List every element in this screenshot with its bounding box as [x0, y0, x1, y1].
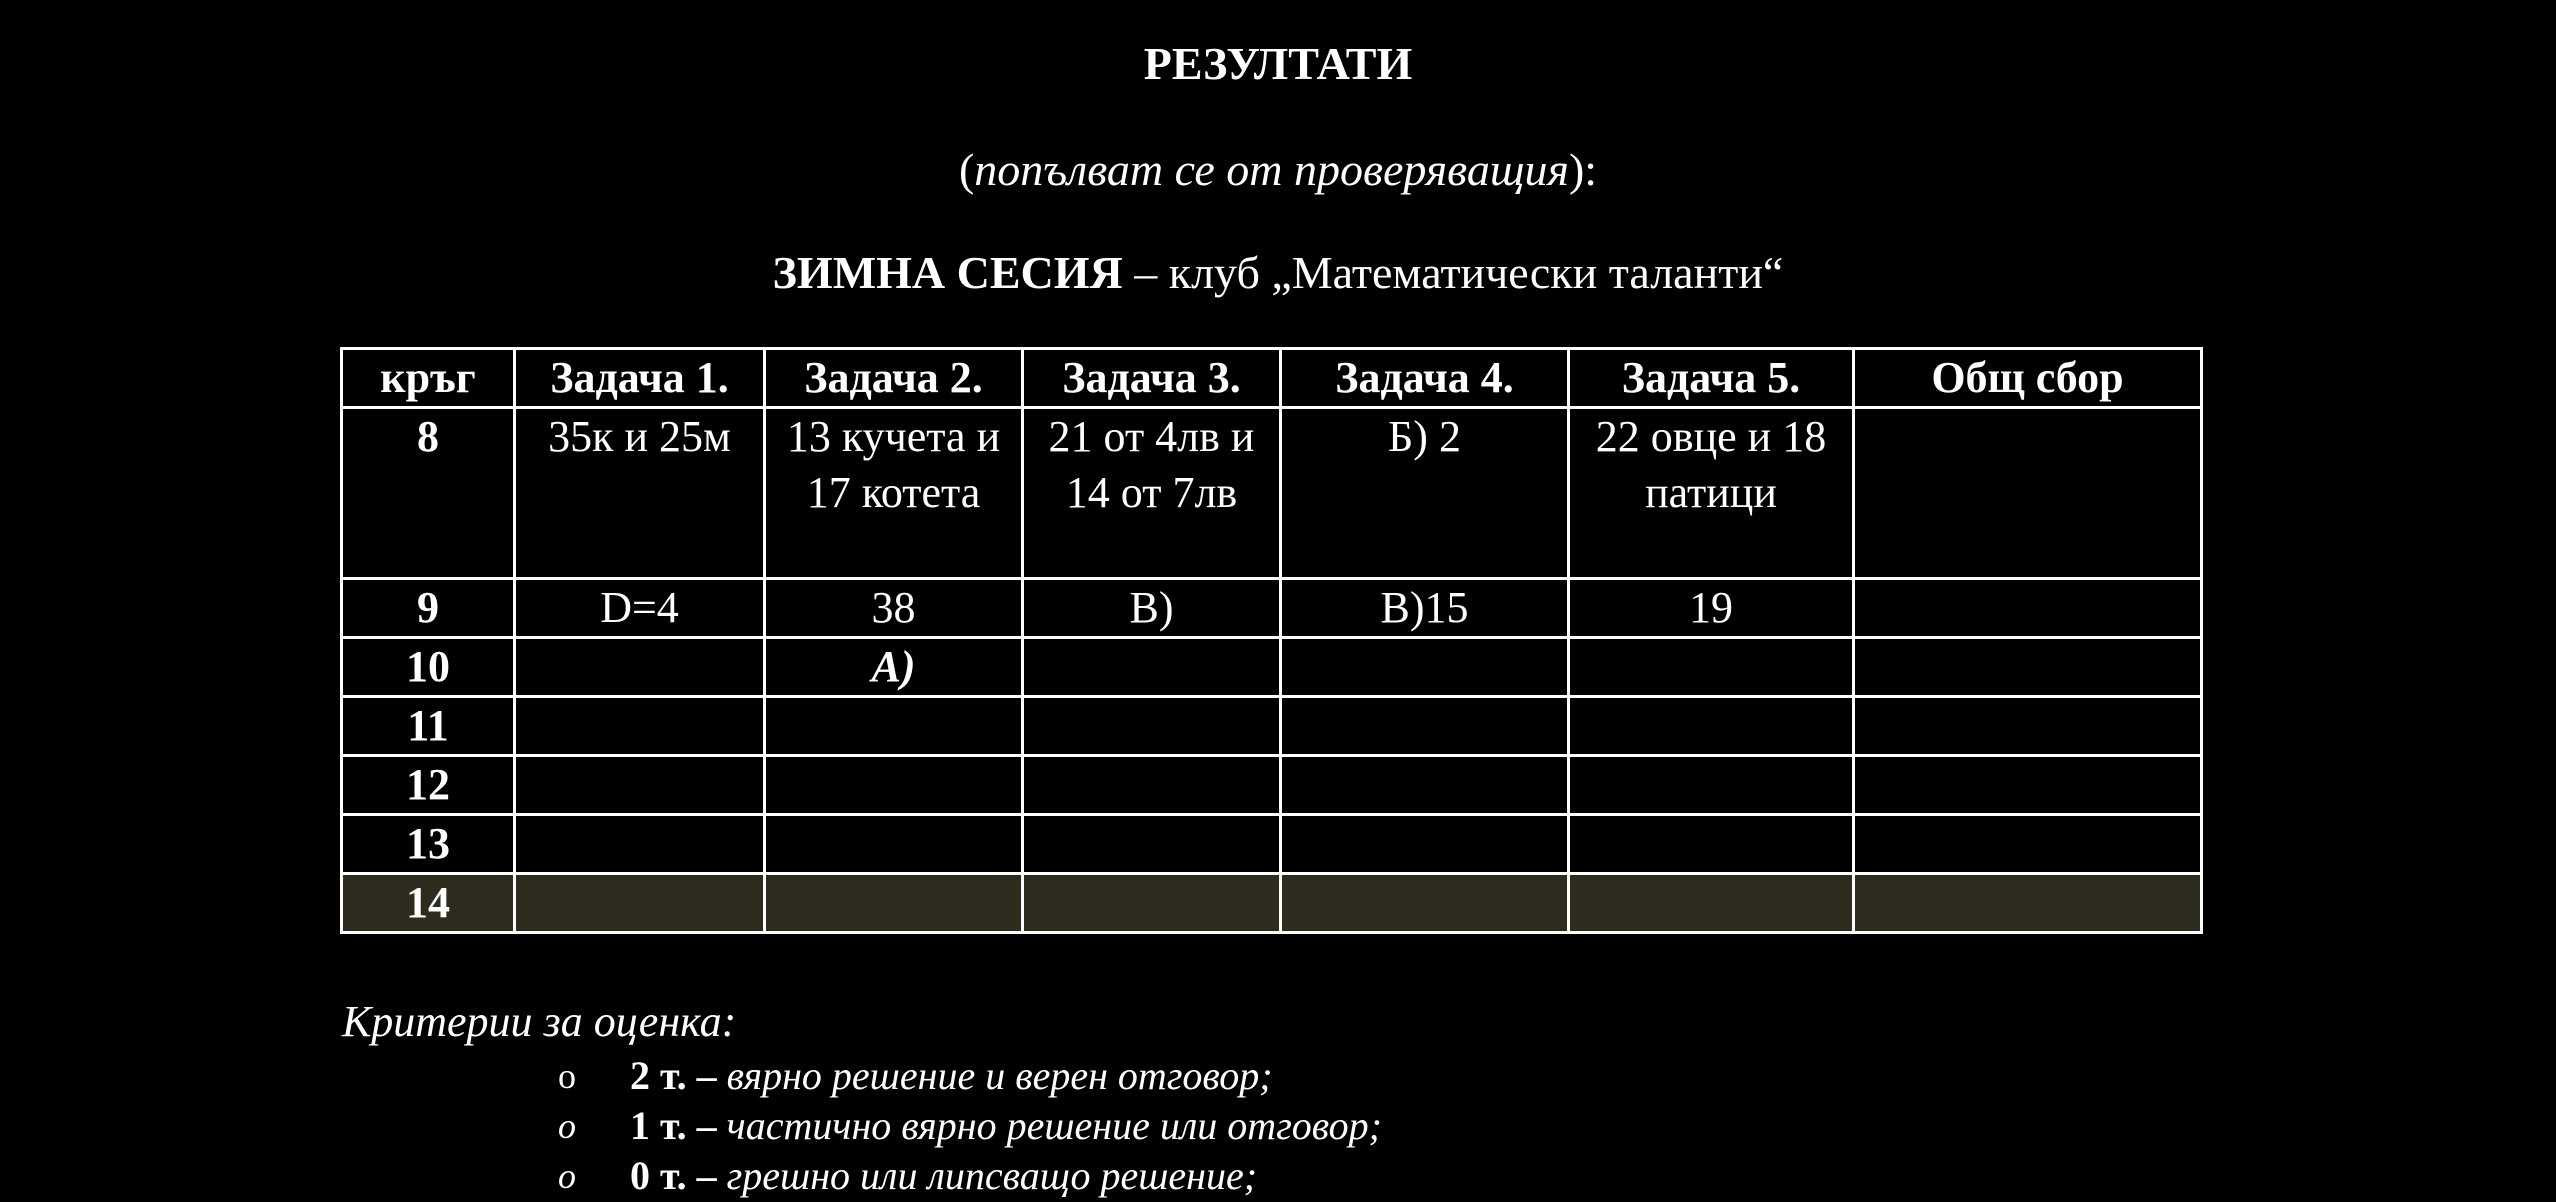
- table-row: [342, 697, 2202, 756]
- table-cell: 22 овце и 18 патици: [1569, 408, 1854, 579]
- table-cell: А): [765, 638, 1023, 697]
- table-cell: [515, 756, 765, 815]
- table-cell: [1023, 697, 1281, 756]
- column-header-round: кръг: [342, 349, 515, 408]
- table-cell: [765, 756, 1023, 815]
- table-cell: [1854, 756, 2202, 815]
- bullet-icon: o: [558, 1156, 576, 1196]
- table-cell: [1281, 756, 1569, 815]
- table-cell: 38: [765, 579, 1023, 638]
- table-cell: [515, 697, 765, 756]
- round-cell: 9: [342, 579, 515, 638]
- criteria-points: 0 т. –: [630, 1153, 717, 1198]
- round-cell: 10: [342, 638, 515, 697]
- subtitle-close: ):: [1568, 144, 1598, 195]
- column-header-task-3: Задача 3.: [1023, 349, 1281, 408]
- table-row: [342, 874, 2202, 933]
- table-cell: [1854, 579, 2202, 638]
- table-cell: [515, 815, 765, 874]
- criteria-text: [630, 1150, 1257, 1202]
- results-table: [340, 347, 2203, 934]
- table-cell: [1281, 638, 1569, 697]
- round-cell: 8: [342, 408, 515, 579]
- table-cell: [1281, 815, 1569, 874]
- table-cell: [1854, 408, 2202, 579]
- table-cell: 21 от 4лв и 14 от 7лв: [1023, 408, 1281, 579]
- table-header-row: [342, 349, 2202, 408]
- column-header-task-1: Задача 1.: [515, 349, 765, 408]
- table-row: [342, 815, 2202, 874]
- table-row: [342, 756, 2202, 815]
- round-cell: 11: [342, 697, 515, 756]
- table-cell: [1854, 697, 2202, 756]
- column-header-total: Общ сбор: [1854, 349, 2202, 408]
- criteria-points: 1 т. –: [630, 1103, 717, 1148]
- column-header-task-2: Задача 2.: [765, 349, 1023, 408]
- table-cell: [1854, 874, 2202, 933]
- table-cell: [1023, 815, 1281, 874]
- criteria-title: Критерии за оценка:: [342, 997, 737, 1046]
- criteria-description: частично вярно решение или отговор;: [716, 1103, 1382, 1148]
- column-header-task-4: Задача 4.: [1281, 349, 1569, 408]
- table-cell: [515, 638, 765, 697]
- criteria-description: вярно решение и верен отговор;: [716, 1053, 1273, 1098]
- table-cell: В): [1023, 579, 1281, 638]
- column-header-task-5: Задача 5.: [1569, 349, 1854, 408]
- bullet-icon: o: [558, 1106, 576, 1146]
- table-cell: В)15: [1281, 579, 1569, 638]
- subtitle: [0, 140, 2556, 200]
- table-cell: [1023, 756, 1281, 815]
- table-cell: [1569, 638, 1854, 697]
- criteria-points: 2 т. –: [630, 1053, 717, 1098]
- table-cell: Б) 2: [1281, 408, 1569, 579]
- table-cell: [1023, 874, 1281, 933]
- round-cell: 14: [342, 874, 515, 933]
- subtitle-open: (: [958, 144, 975, 195]
- table-cell: [765, 874, 1023, 933]
- table-cell: [765, 815, 1023, 874]
- table-cell: [1569, 756, 1854, 815]
- table-cell: [1569, 697, 1854, 756]
- table-cell: 35к и 25м: [515, 408, 765, 579]
- table-cell: [1569, 815, 1854, 874]
- table-cell: 13 кучета и 17 котета: [765, 408, 1023, 579]
- session-heading: [0, 243, 2556, 303]
- criteria-text: [630, 1100, 1382, 1152]
- table-cell: [1854, 815, 2202, 874]
- table-cell: [1281, 697, 1569, 756]
- table-cell: D=4: [515, 579, 765, 638]
- table-cell: [1854, 638, 2202, 697]
- subtitle-italic: попълват се от проверяващия: [974, 144, 1569, 195]
- table-row: [342, 408, 2202, 579]
- table-row: [342, 579, 2202, 638]
- table-cell: 19: [1569, 579, 1854, 638]
- table-row: [342, 638, 2202, 697]
- table-cell: [765, 697, 1023, 756]
- session-rest: – клуб „Математически таланти“: [1122, 247, 1784, 298]
- session-bold: ЗИМНА СЕСИЯ: [772, 247, 1123, 298]
- table-cell: [1023, 638, 1281, 697]
- round-cell: 12: [342, 756, 515, 815]
- round-cell: 13: [342, 815, 515, 874]
- criteria-description: грешно или липсващо решение;: [716, 1153, 1258, 1198]
- criteria-text: [630, 1050, 1273, 1102]
- table-cell: [515, 874, 765, 933]
- bullet-icon: o: [558, 1056, 576, 1096]
- page-title: РЕЗУЛТАТИ: [1143, 38, 1413, 89]
- table-cell: [1281, 874, 1569, 933]
- table-cell: [1569, 874, 1854, 933]
